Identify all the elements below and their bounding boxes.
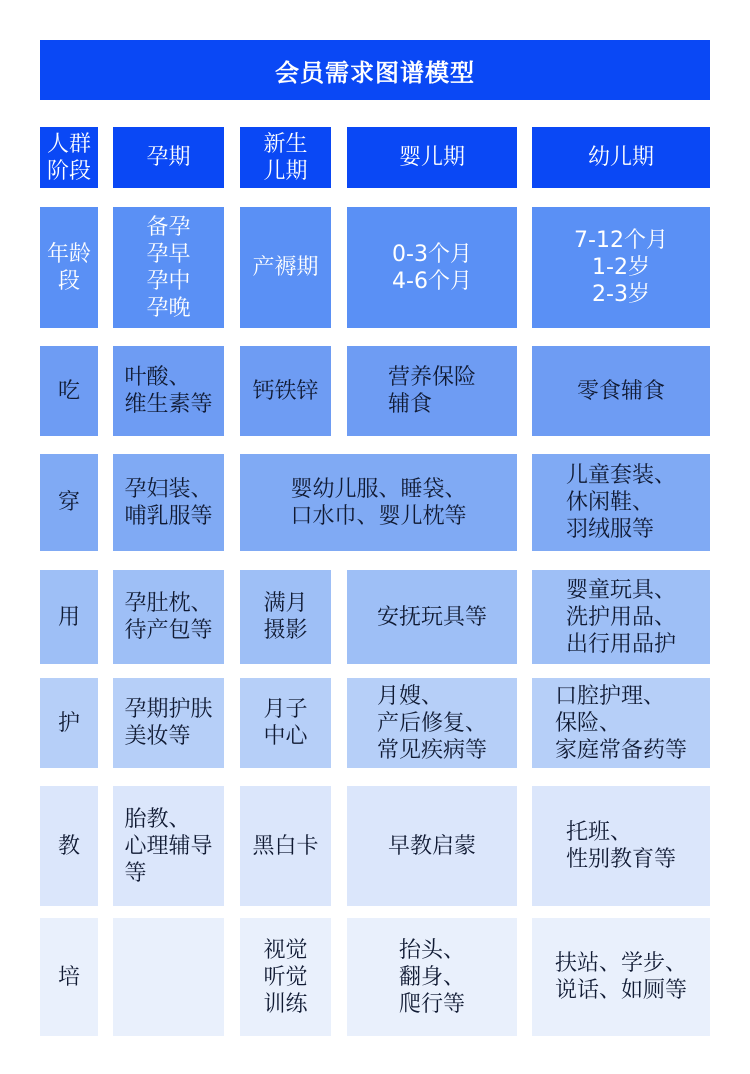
row-label: 穿 [57, 490, 80, 515]
row-label-eat [40, 346, 98, 436]
cell-wear-toddler [532, 454, 710, 551]
cell-text: 视觉 听觉 训练 [263, 937, 308, 1017]
cell-text: 零食辅食 [576, 378, 665, 404]
page-title: 会员需求图谱模型 [40, 40, 710, 100]
cell-text: 口腔护理、 保险、 家庭常备药等 [554, 683, 687, 763]
header-stage-label: 孕期 [146, 145, 191, 170]
cell-eat-toddler [532, 346, 710, 436]
cell-text: 抬头、 翻身、 爬行等 [398, 937, 465, 1017]
cell-care-newborn [240, 678, 331, 768]
header-stage-pregnancy [113, 127, 224, 188]
cell-text: 钙铁锌 [252, 378, 319, 404]
header-stage-infant [347, 127, 517, 188]
cell-eat-infant [347, 346, 517, 436]
header-stage-label: 新生 儿期 [263, 131, 308, 184]
cell-text: 0-3个月 4-6个月 [392, 241, 472, 294]
cell-text: 婴童玩具、 洗护用品、 出行用品护 [565, 577, 676, 657]
cell-train-toddler [532, 918, 710, 1036]
header-stage-label: 婴儿期 [398, 145, 465, 170]
cell-text: 孕妇装、 哺乳服等 [124, 476, 213, 529]
cell-text: 黑白卡 [252, 833, 319, 859]
cell-text: 孕期护肤 美妆等 [124, 697, 213, 749]
cell-age-pregnancy [113, 207, 224, 328]
row-label-train [40, 918, 98, 1036]
cell-care-pregnancy [113, 678, 224, 768]
row-label: 培 [57, 964, 80, 990]
cell-train-newborn [240, 918, 331, 1036]
cell-text: 叶酸、 维生素等 [124, 365, 213, 417]
row-label-wear [40, 454, 98, 551]
cell-text: 7-12个月 1-2岁 2-3岁 [574, 228, 668, 307]
row-label: 护 [57, 710, 80, 736]
cell-use-toddler [532, 570, 710, 664]
cell-text: 托班、 性别教育等 [565, 820, 676, 872]
cell-edu-newborn [240, 786, 331, 906]
cell-edu-toddler [532, 786, 710, 906]
cell-train-infant [347, 918, 517, 1036]
cell-eat-pregnancy [113, 346, 224, 436]
cell-edu-infant [347, 786, 517, 906]
cell-use-newborn [240, 570, 331, 664]
row-label-age [40, 207, 98, 328]
header-stage-toddler [532, 127, 710, 188]
cell-edu-pregnancy [113, 786, 224, 906]
cell-care-infant [347, 678, 517, 768]
row-label-edu [40, 786, 98, 906]
cell-text: 备孕 孕早 孕中 孕晚 [146, 214, 191, 321]
cell-use-infant [347, 570, 517, 664]
cell-text: 孕肚枕、 待产包等 [124, 591, 213, 643]
header-stage-newborn [240, 127, 331, 188]
cell-text: 胎教、 心理辅导 等 [124, 806, 213, 886]
cell-age-newborn [240, 207, 331, 328]
row-label: 年龄 段 [46, 241, 91, 294]
cell-text: 婴幼儿服、睡袋、 口水巾、婴儿枕等 [290, 476, 467, 529]
header-stage-label: 幼儿期 [587, 145, 654, 170]
cell-age-infant [347, 207, 517, 328]
row-label: 用 [57, 604, 80, 630]
header-corner-label: 人群 阶段 [46, 131, 91, 184]
row-label-care [40, 678, 98, 768]
cell-text: 营养保险 辅食 [387, 365, 476, 417]
cell-text: 月子 中心 [263, 697, 308, 749]
cell-age-toddler [532, 207, 710, 328]
cell-text: 早教启蒙 [387, 833, 476, 859]
cell-text: 月嫂、 产后修复、 常见疾病等 [376, 683, 487, 763]
cell-text: 满月 摄影 [263, 591, 308, 643]
row-label: 教 [57, 833, 80, 859]
cell-text: 儿童套装、 休闲鞋、 羽绒服等 [565, 463, 676, 542]
row-label: 吃 [57, 378, 80, 404]
row-label-use [40, 570, 98, 664]
cell-care-toddler [532, 678, 710, 768]
header-corner-cell [40, 127, 98, 188]
cell-wear-pregnancy [113, 454, 224, 551]
cell-eat-newborn [240, 346, 331, 436]
cell-text: 安抚玩具等 [376, 604, 487, 630]
cell-train-pregnancy [113, 918, 224, 1036]
cell-text: 扶站、学步、 说话、如厕等 [554, 951, 687, 1003]
cell-text: 产褥期 [252, 255, 319, 280]
cell-wear-newborn-infant [240, 454, 517, 551]
cell-use-pregnancy [113, 570, 224, 664]
